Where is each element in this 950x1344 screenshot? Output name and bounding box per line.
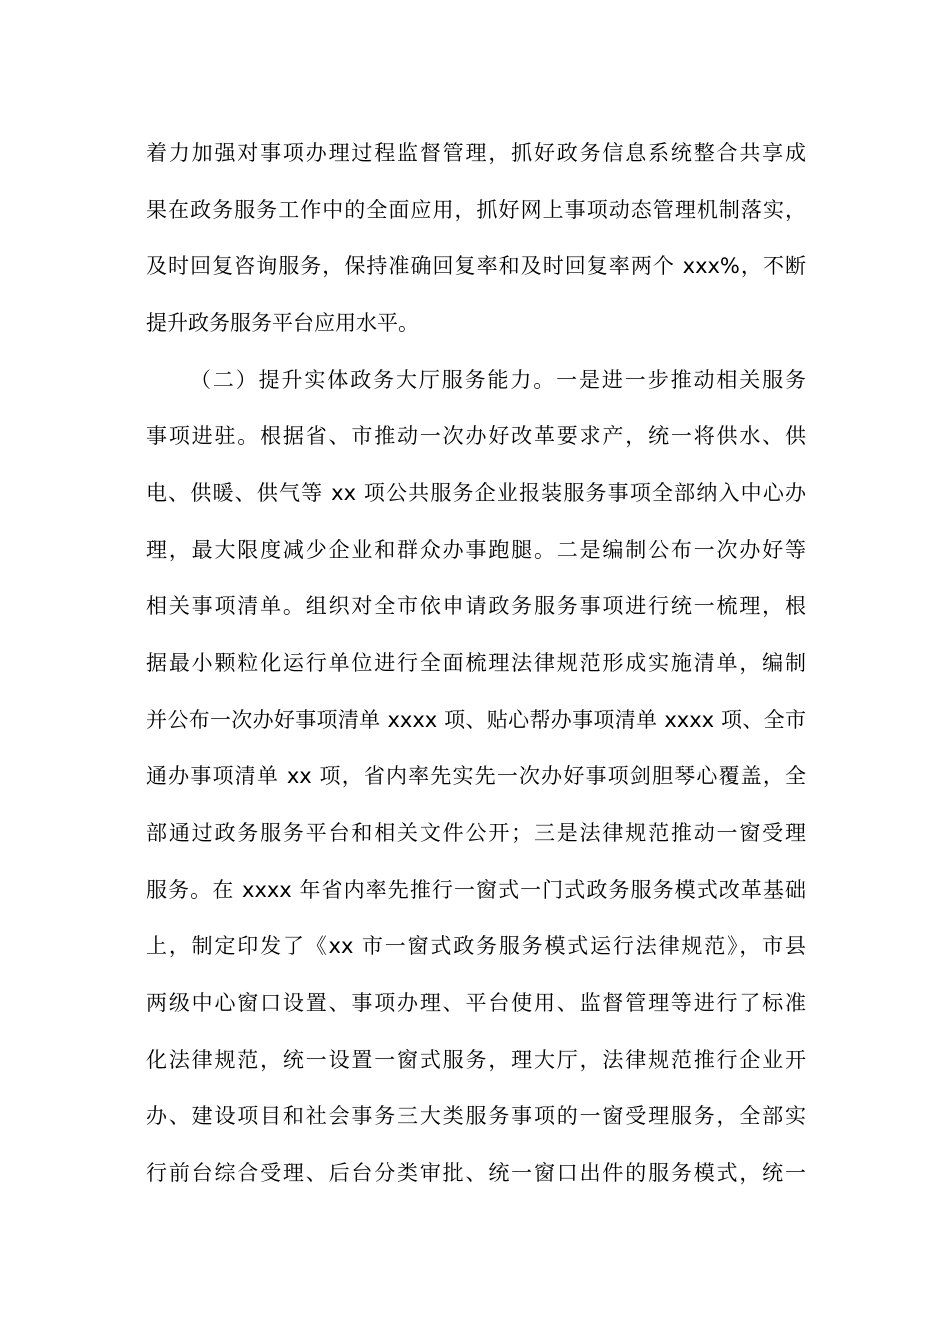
- text-line-3: 及时回复咨询服务，保持准确回复率和及时回复率两个 xxx%，不断: [146, 254, 806, 278]
- text-line-17: 化法律规范，统一设置一窗式服务，理大厅，法律规范推行企业开: [146, 1048, 806, 1072]
- text-line-18: 办、建设项目和社会事务三大类服务事项的一窗受理服务，全部实: [146, 1104, 806, 1128]
- text-line-19: 行前台综合受理、后台分类审批、统一窗口出件的服务模式，统一: [146, 1161, 806, 1185]
- text-line-6: 事项进驻。根据省、市推动一次办好改革要求产，统一将供水、供: [146, 424, 806, 448]
- text-line-7: 电、供暖、供气等 xx 项公共服务企业报装服务事项全部纳入中心办: [146, 481, 806, 505]
- text-line-12: 通办事项清单 xx 项，省内率先实先一次办好事项剑胆琴心覆盖，全: [146, 764, 806, 788]
- text-line-2: 果在政务服务工作中的全面应用，抓好网上事项动态管理机制落实，: [146, 198, 806, 222]
- text-line-4: 提升政务服务平台应用水平。: [146, 311, 419, 335]
- text-line-8: 理，最大限度减少企业和群众办事跑腿。二是编制公布一次办好等: [146, 538, 806, 562]
- paragraph-heading-line: （二）提升实体政务大厅服务能力。一是进一步推动相关服务: [190, 368, 806, 392]
- text-line-16: 两级中心窗口设置、事项办理、平台使用、监督管理等进行了标准: [146, 991, 806, 1015]
- text-line-15: 上，制定印发了《xx 市一窗式政务服务模式运行法律规范》，市县: [146, 934, 806, 958]
- text-line-13: 部通过政务服务平台和相关文件公开；三是法律规范推动一窗受理: [146, 821, 806, 845]
- text-line-1: 着力加强对事项办理过程监督管理，抓好政务信息系统整合共享成: [146, 141, 806, 165]
- text-line-10: 据最小颗粒化运行单位进行全面梳理法律规范形成实施清单，编制: [146, 651, 806, 675]
- text-line-11: 并公布一次办好事项清单 xxxx 项、贴心帮办事项清单 xxxx 项、全市: [146, 708, 806, 732]
- text-line-9: 相关事项清单。组织对全市依申请政务服务事项进行统一梳理，根: [146, 594, 806, 618]
- text-line-14: 服务。在 xxxx 年省内率先推行一窗式一门式政务服务模式改革基础: [146, 878, 806, 902]
